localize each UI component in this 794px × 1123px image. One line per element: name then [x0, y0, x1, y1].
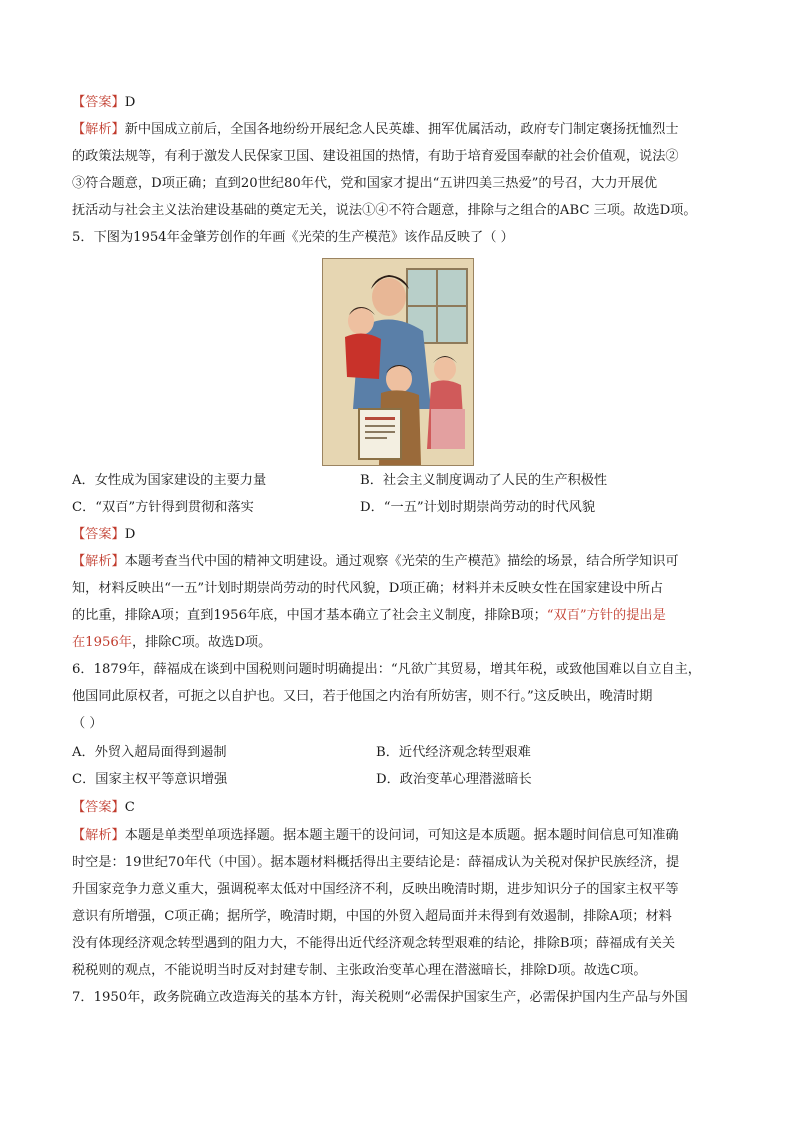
q5-analysis-line-4: 在1956年，排除C项。故选D项。: [72, 635, 272, 650]
q4-analysis-line-3: ③符合题意，D项正确；直到20世纪80年代，党和国家才提出“五讲四美三热爱”的号召，大力开展优: [72, 176, 658, 191]
answer-tag: 【答案】: [72, 527, 125, 542]
q6-stem-line-1: 6．1879年，薛福成在谈到中国税则问题时明确提出：“凡欲广其贸易，增其年税，或致他国难以自立自主，: [72, 662, 701, 677]
q6-analysis-line-5: 没有体现经济观念转型遇到的阻力大，不能得出近代经济观念转型艰难的结论，排除B项；薛福成有关关: [72, 936, 676, 951]
q4-analysis-line-1: 【解析】新中国成立前后，全国各地纷纷开展纪念人民英雄、拥军优属活动，政府专门制定褒扬抚恤烈士: [72, 122, 679, 137]
q4-analysis-line-2: 的政策法规等，有利于激发人民保家卫国、建设祖国的热情，有助于培育爱国奉献的社会价值观，说法②: [72, 149, 679, 164]
analysis-tag: 【解析】: [72, 122, 125, 137]
q6-stem-line-3: （ ）: [72, 716, 103, 731]
q6-answer: [72, 799, 732, 817]
q6-analysis-line-6: 税税则的观点，不能说明当时反对封建专制、主张政治变革心理在潜滋暗长，排除D项。故选C项。: [72, 963, 647, 978]
analysis-tag: 【解析】: [72, 554, 125, 569]
q5-stem: 5．下图为1954年金肇芳创作的年画《光荣的生产模范》该作品反映了（ ）: [72, 230, 514, 245]
q6-option-d[interactable]: D．政治变革心理潜滋暗长: [376, 772, 532, 787]
q6-analysis-line-2: 时空是：19世纪70年代（中国）。据本题材料概括得出主要结论是：薛福成认为关税对保护民族经济，提: [72, 855, 680, 870]
analysis-tag: 【解析】: [72, 828, 125, 843]
q6-analysis-line-1: 【解析】本题是单类型单项选择题。据本题主题干的设问词，可知这是本质题。据本题时间信息可知准确: [72, 828, 679, 843]
answer-value: C: [124, 800, 135, 815]
answer-tag: 【答案】: [72, 800, 125, 815]
q5-option-d[interactable]: D．“一五”计划时期崇尚劳动的时代风貌: [360, 500, 596, 515]
q5-option-b[interactable]: B．社会主义制度调动了人民的生产积极性: [360, 473, 608, 488]
q6-option-a[interactable]: A．外贸入超局面得到遏制: [72, 745, 227, 760]
painting-illustration: [323, 259, 473, 465]
q6-analysis-line-3: 升国家竞争力意义重大，强调税率太低对中国经济不利，反映出晚清时期，进步知识分子的国家主权平等: [72, 882, 679, 897]
answer-value: D: [124, 95, 136, 110]
q4-answer: [72, 94, 732, 112]
red-highlight: “双百”方针的提出是: [546, 608, 666, 623]
q4-analysis-line-4: 抚活动与社会主义法治建设基础的奠定无关，说法①④不符合题意，排除与之组合的ABC 三项。故选D项。: [72, 203, 697, 218]
painting-image: [322, 258, 474, 466]
answer-value: D: [124, 527, 136, 542]
q5-analysis-line-3: 的比重，排除A项；直到1956年底，中国才基本确立了社会主义制度，排除B项；“双百”方针的提出是: [72, 608, 666, 623]
q6-option-b[interactable]: B．近代经济观念转型艰难: [376, 745, 531, 760]
q6-option-c[interactable]: C．国家主权平等意识增强: [72, 772, 228, 787]
q5-analysis-line-2: 知，材料反映出“一五”计划时期崇尚劳动的时代风貌，D项正确；材料并未反映女性在国家建设中所占: [72, 581, 664, 596]
red-highlight: 在1956年: [72, 635, 132, 650]
q5-answer: [72, 526, 732, 544]
q6-stem-line-2: 他国同此原权者，可扼之以自护也。又曰，若于他国之内治有所妨害，则不行。”这反映出，晚清时期: [72, 689, 653, 704]
q7-stem-line-1: 7．1950年，政务院确立改造海关的基本方针，海关税则“必需保护国家生产，必需保护国内生产品与外国: [72, 990, 688, 1005]
q5-analysis-line-1: 【解析】本题考查当代中国的精神文明建设。通过观察《光荣的生产模范》描绘的场景，结合所学知识可: [72, 554, 679, 569]
answer-tag: 【答案】: [72, 95, 125, 110]
q5-option-c[interactable]: C．“双百”方针得到贯彻和落实: [72, 500, 254, 515]
q5-option-a[interactable]: A．女性成为国家建设的主要力量: [72, 473, 267, 488]
q6-analysis-line-4: 意识有所增强，C项正确；据所学，晚清时期，中国的外贸入超局面并未得到有效遏制，排除A项；材料: [72, 909, 672, 924]
